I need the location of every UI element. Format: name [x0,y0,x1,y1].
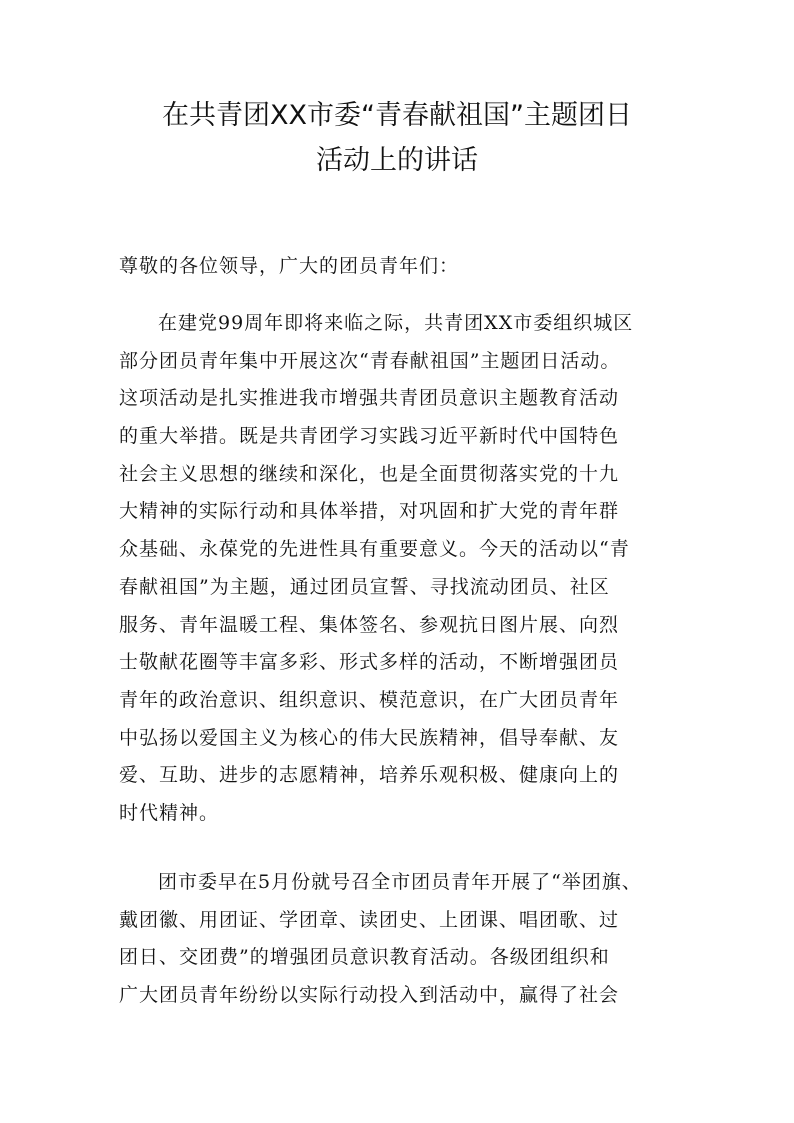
text-line: 时代精神。 [119,801,220,824]
text-line: 青年的政治意识、组织意识、模范意识，在广大团员青年 [119,688,620,711]
text-line: 戴团徽、用团证、学团章、读团史、上团课、唱团歌、过 [119,908,620,931]
title-line-1: 在共青团XX市委“青春献祖国”主题团日 [162,100,632,131]
document-title [0,93,794,183]
text-line: 春献祖国”为主题，通过团员宣誓、寻找流动团员、社区 [119,575,610,598]
text-line: 大精神的实际行动和具体举措，对巩固和扩大党的青年群 [119,500,620,523]
salutation: 尊敬的各位领导，广大的团员青年们： [119,255,460,277]
text-line: 服务、青年温暖工程、集体签名、参观抗日图片展、向烈 [119,613,620,636]
text-line: 的重大举措。既是共青团学习实践习近平新时代中国特色 [119,425,620,448]
paragraph-2 [119,864,689,1015]
text-line: 社会主义思想的继续和深化，也是全面贯彻落实党的十九 [119,462,620,485]
text-line: 团市委早在5月份就号召全市团员青年开展了“举团旗、 [158,871,642,893]
text-line: 中弘扬以爱国主义为核心的伟大民族精神，倡导奉献、友 [119,726,620,749]
text-line: 这项活动是扎实推进我市增强共青团员意识主题教育活动 [119,387,620,410]
text-line: 爱、互助、进步的志愿精神，培养乐观积极、健康向上的 [119,764,620,787]
text-line: 部分团员青年集中开展这次“青春献祖国”主题团日活动。 [119,349,621,372]
text-line: 在建党99周年即将来临之际，共青团XX市委组织城区 [158,312,634,334]
text-line: 广大团员青年纷纷以实际行动投入到活动中，赢得了社会 [119,984,620,1007]
title-line-2: 活动上的讲话 [316,145,478,176]
text-line: 团日、交团费”的增强团员意识教育活动。各级团组织和 [119,946,610,969]
paragraph-1 [119,305,689,833]
text-line: 众基础、永葆党的先进性具有重要意义。今天的活动以“青 [119,538,630,561]
text-line: 士敬献花圈等丰富多彩、形式多样的活动，不断增强团员 [119,651,620,674]
